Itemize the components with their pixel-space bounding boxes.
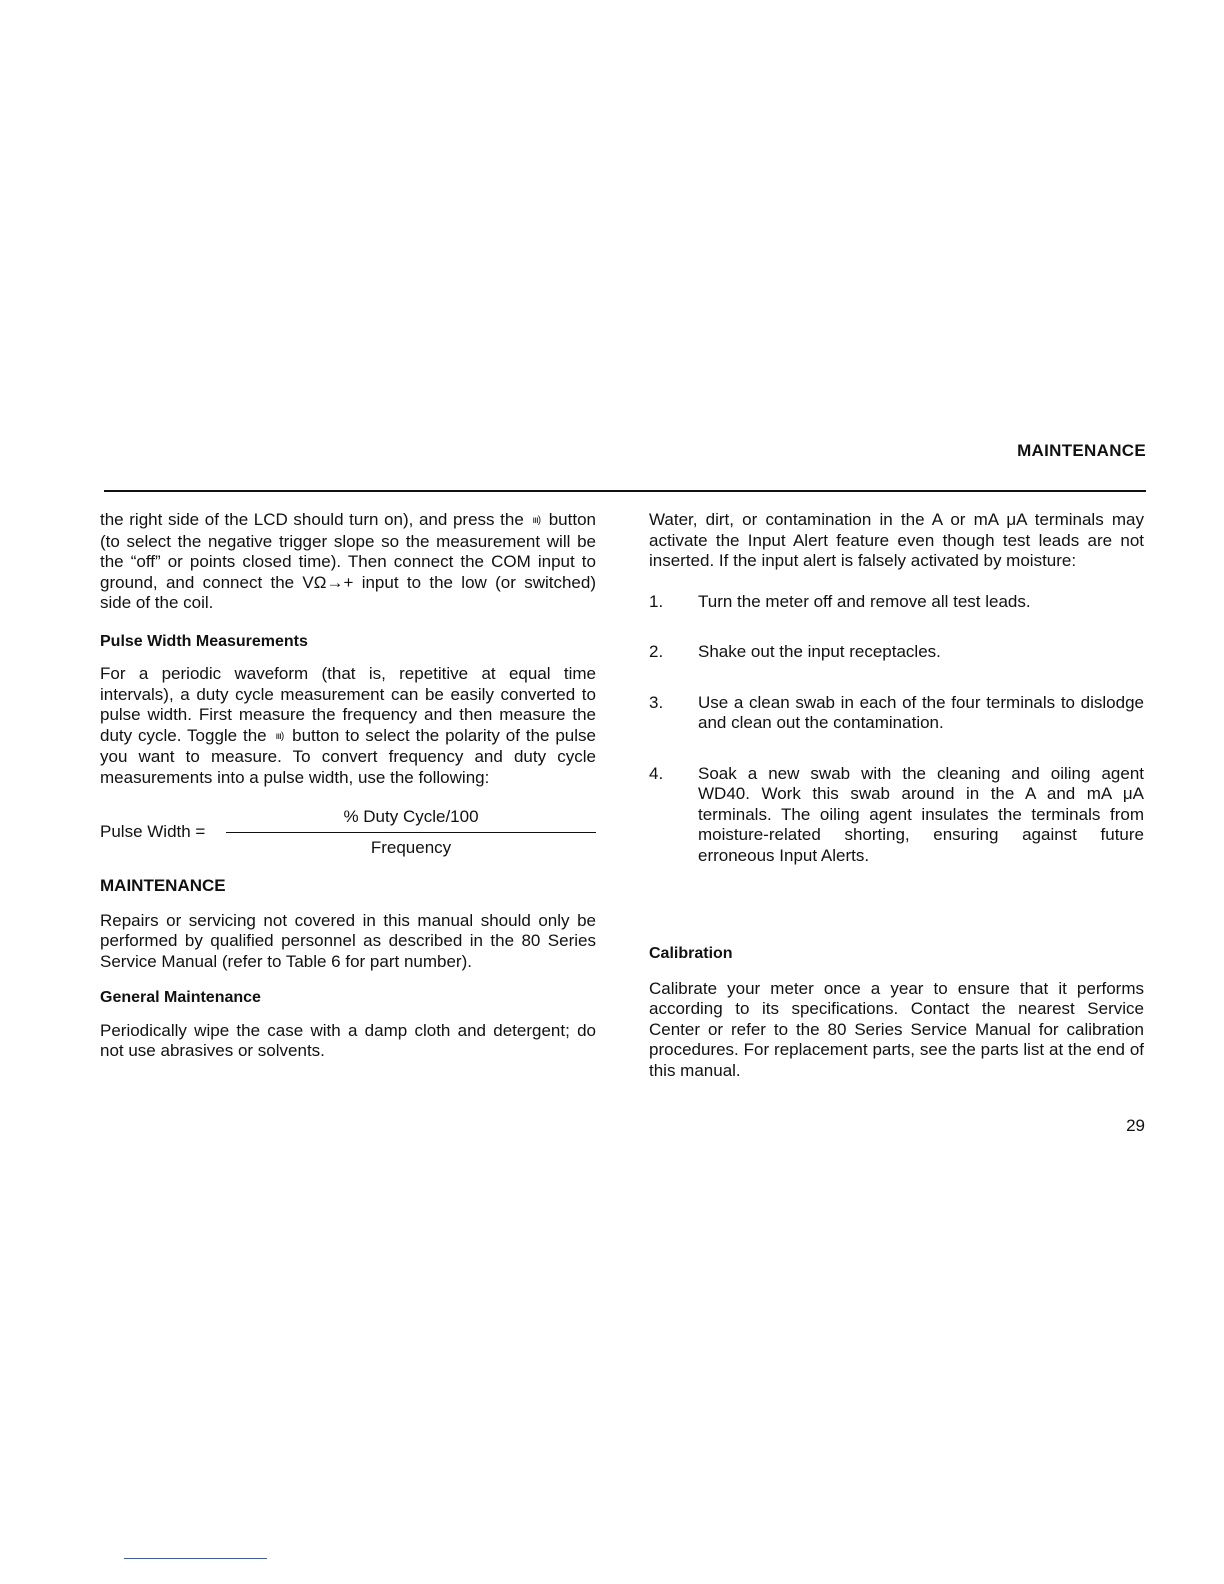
list-item <box>649 642 1144 663</box>
maintenance-paragraph: Repairs or servicing not covered in this manual should only be performed by qualified personnel as described in the 80 Series Service Manual (refer to Table 6 for part number). <box>100 910 596 971</box>
step-text: Soak a new swab with the cleaning and oiling agent WD40. Work this swab around in the A and mA μA terminals. The oiling agent insulates the terminals from moisture-related shorting, ensuring against future erroneous Input Alerts. <box>698 763 1144 865</box>
maintenance-heading: MAINTENANCE <box>100 876 226 895</box>
cleaning-steps-list <box>649 592 1144 867</box>
step-number: 3. <box>649 692 664 712</box>
right-column <box>649 510 1144 1081</box>
formula-label: Pulse Width = <box>100 822 206 841</box>
beeper-glyph-icon: ııı) <box>532 515 541 526</box>
formula-denominator: Frequency <box>370 838 452 857</box>
pulse-text-before: For a periodic waveform (that is, repetitive at equal time intervals), a duty cycle measurement can be easily converted to pulse width. First measure the frequency and then measure the duty cycle. Toggle the <box>100 664 596 745</box>
step-text: Turn the meter off and remove all test leads. <box>698 591 1031 611</box>
general-maintenance-paragraph: Periodically wipe the case with a damp cloth and detergent; do not use abrasives or solvents. <box>100 1020 596 1060</box>
formula-fraction-bar <box>226 832 596 833</box>
beeper-glyph-icon: ııı) <box>275 730 284 742</box>
pulse-width-formula <box>100 802 596 862</box>
list-item <box>649 693 1144 734</box>
step-text: Use a clean swab in each of the four terminals to dislodge and clean out the contamination. <box>698 692 1144 732</box>
input-alert-paragraph: Water, dirt, or contamination in the A or mA μA terminals may activate the Input Alert feature even though test leads are not inserted. If the input alert is falsely activated by moisture: <box>649 510 1144 570</box>
step-text: Shake out the input receptacles. <box>698 642 941 661</box>
pulse-text-after: button to select the polarity of the pulse you want to measure. To convert frequency and duty cycle measurements into a pulse width, use the following: <box>100 725 596 787</box>
page-number: 29 <box>1126 1116 1145 1135</box>
header-rule <box>104 490 1146 492</box>
calibration-heading: Calibration <box>649 945 733 962</box>
pulse-width-heading: Pulse Width Measurements <box>100 632 308 650</box>
calibration-paragraph: Calibrate your meter once a year to ensure that it performs according to its specifications. Contact the nearest Service Center or refer to the 80 Series Service Manual for calibration procedures. For replacement parts, see the parts list at the end of this manual. <box>649 978 1144 1080</box>
step-number: 4. <box>649 763 664 783</box>
list-item <box>649 764 1144 867</box>
intro-text-after: button (to select the negative trigger slope so the measurement will be the “off” or points closed time). Then connect the COM input to ground, and connect the VΩ→+ input to the low (or switched) side of the coil. <box>100 510 596 612</box>
formula-numerator: % Duty Cycle/100 <box>343 807 479 826</box>
bottom-link-underline <box>124 1558 267 1559</box>
page-header-title: MAINTENANCE <box>1017 441 1146 460</box>
general-maintenance-heading: General Maintenance <box>100 989 261 1006</box>
intro-paragraph <box>100 510 596 614</box>
step-number: 1. <box>649 591 664 611</box>
step-number: 2. <box>649 642 664 661</box>
pulse-width-paragraph <box>100 664 596 788</box>
left-column <box>100 510 596 1062</box>
list-item <box>649 592 1144 613</box>
intro-text-before: the right side of the LCD should turn on), and press the <box>100 510 524 529</box>
